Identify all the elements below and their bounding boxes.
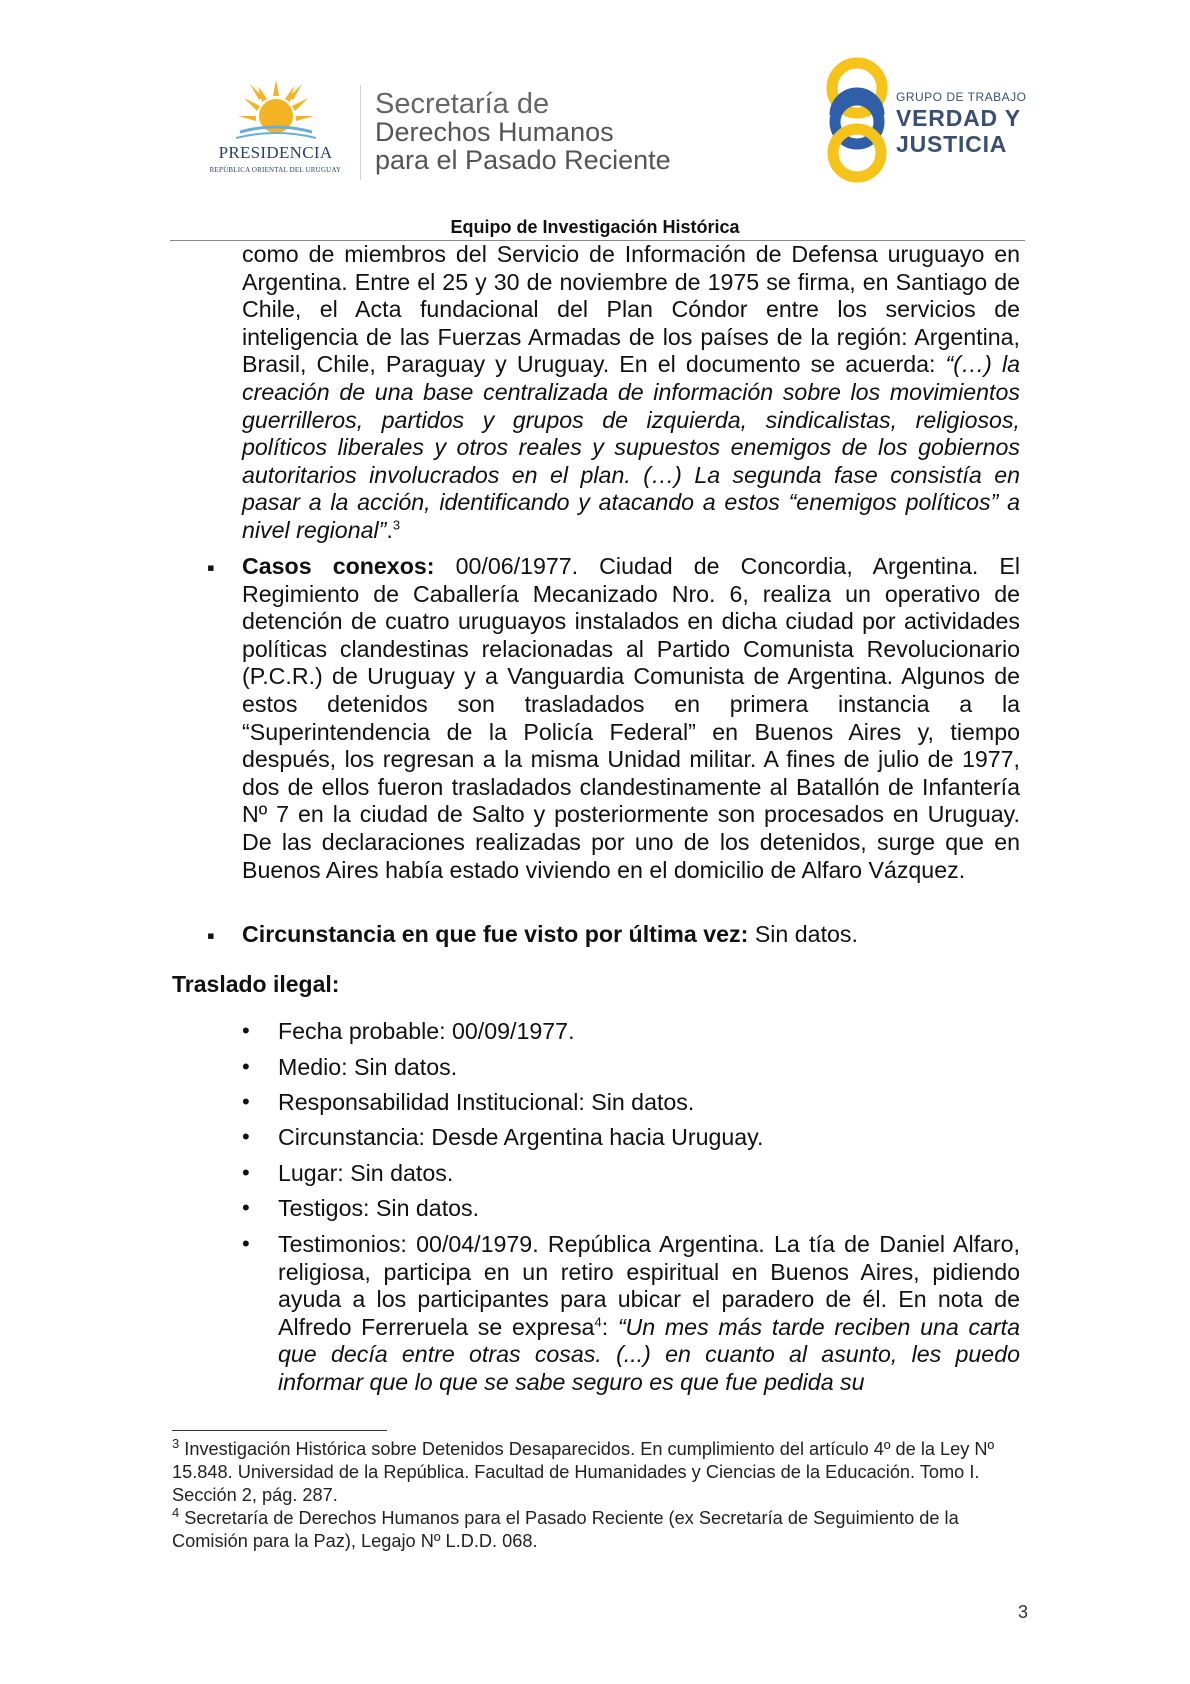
team-heading: Equipo de Investigación Histórica (450, 217, 740, 237)
presidencia-subtitle: REPÚBLICA ORIENTAL DEL URUGUAY (209, 166, 342, 174)
bullet-item-4: • (242, 1124, 250, 1149)
sun-icon (236, 78, 316, 140)
bullet-circunstancia: ▪ (207, 923, 215, 948)
page-header (0, 0, 1190, 230)
page-number: 3 (1017, 1602, 1028, 1622)
footnote-rule (172, 1430, 387, 1431)
intro-end: . (386, 516, 393, 543)
casos-paragraph (242, 553, 1020, 884)
grupo-line-2: JUSTICIA (896, 131, 1008, 157)
intro-text: como de miembros del Servicio de Información de Defensa uruguayo en Argentina. Entre el 25 y 30 de noviembre de 1975 se firma, en Santiago de Chile, el Acta fundacional del Plan Cóndor entre los servicios de inteligencia de las Fuerzas Armadas de los países de la región: Argentina, Brasil, Chile, Paraguay y Uruguay. En el documento se acuerda: (242, 241, 1020, 378)
circunstancia-paragraph (242, 921, 1020, 949)
footnote-3-number: 3 (172, 1435, 180, 1451)
secretaria-line-1: Secretaría de (375, 88, 550, 120)
traslado-heading: Traslado ilegal: (172, 971, 340, 997)
footnote-4-number: 4 (172, 1504, 180, 1520)
footnote-ref-4: 4 (594, 1314, 602, 1330)
linked-rings-icon (822, 55, 892, 183)
secretaria-title (375, 90, 671, 174)
circunstancia-label: Circunstancia en que fue visto por última vez: (242, 921, 749, 947)
grupo-line-1: VERDAD Y (896, 105, 1021, 131)
traslado-item: Medio: Sin datos. (278, 1054, 458, 1080)
secretaria-line-3: para el Pasado Reciente (375, 145, 671, 175)
traslado-item: Circunstancia: Desde Argentina hacia Uruguay. (278, 1124, 764, 1150)
bullet-item-2: • (242, 1054, 250, 1079)
footnote-4-text: Secretaría de Derechos Humanos para el Pasado Reciente (ex Secretaría de Seguimiento de la Comisión para la Paz), Legajo Nº L.D.D. 068. (172, 1508, 959, 1551)
traslado-item: Testigos: Sin datos. (278, 1195, 480, 1221)
secretaria-line-2: Derechos Humanos (375, 117, 614, 147)
testimonios-text: Testimonios: 00/04/1979. República Argentina. La tía de Daniel Alfaro, religiosa, participa en un retiro espiritual en Buenos Aires, pidiendo ayuda a los participantes para ubicar el paradero de él. En nota de Alfredo Ferreruela se expresa (278, 1231, 1020, 1340)
bullet-item-6: • (242, 1195, 250, 1220)
bullet-casos: ▪ (207, 555, 215, 580)
footnote-4 (172, 1504, 1027, 1553)
testimonios-quote: “Un mes más tarde reciben una carta que decía entre otras cosas. (...) en cuanto al asunto, les puedo informar que lo que se sabe seguro es que fue pedida su (278, 1313, 1020, 1395)
bullet-item-1: • (242, 1018, 250, 1043)
testimonios-colon: : (601, 1313, 618, 1340)
presidencia-name: PRESIDENCIA (218, 143, 333, 162)
bullet-item-3: • (242, 1089, 250, 1114)
casos-text: 00/06/1977. Ciudad de Concordia, Argentina. El Regimiento de Caballería Mecanizado Nro. 6, realiza un operativo de detención de cuatro uruguayos instalados en dicha ciudad por actividades políticas clandestinas relacionadas al Partido Comunista Revolucionario (P.C.R.) de Uruguay y a Vanguardia Comunista de Argentina. Algunos de estos detenidos son trasladados en primera instancia a la “Superintendencia de la Policía Federal” en Buenos Aires y, tiempo después, los regresan a la misma Unidad militar. A fines de julio de 1977, dos de ellos fueron trasladados clandestinamente al Batallón de Infantería Nº 7 en la ciudad de Salto y posteriormente son procesados en Uruguay. De las declaraciones realizadas por uno de los detenidos, surge que en Buenos Aires había estado viviendo en el domicilio de Alfaro Vázquez. (242, 553, 1021, 883)
grupo-label: GRUPO DE TRABAJO (896, 90, 1027, 104)
footnote-3-text: Investigación Histórica sobre Detenidos Desaparecidos. En cumplimiento del artículo 4º de la Ley Nº 15.848. Universidad de la República. Facultad de Humanidades y Ciencias de la Educación. Tomo I. Sección 2, pág. 287. (172, 1439, 995, 1505)
casos-label: Casos conexos: (242, 553, 435, 579)
footnote-ref-3: 3 (392, 517, 401, 533)
traslado-item: Fecha probable: 00/09/1977. (278, 1018, 575, 1044)
bullet-item-5: • (242, 1160, 250, 1185)
intro-paragraph (242, 241, 1020, 545)
testimonios-paragraph (278, 1231, 1020, 1397)
presidencia-logo (198, 78, 353, 178)
header-divider (360, 85, 361, 180)
verdad-justicia-logo (822, 55, 1042, 185)
circunstancia-text: Sin datos. (748, 921, 858, 947)
intro-quote: “(…) la creación de una base centralizada de información sobre los movimientos guerrilleros, partidos y grupos de izquierda, sindicalistas, religiosos, políticos liberales y otros reales y supuestos enemigos de los gobiernos autoritarios involucrados en el plan. (…) La segunda fase consistía en pasar a la acción, identificando y atacando a estos “enemigos políticos” a nivel regional” (242, 351, 1020, 543)
bullet-item-7: • (242, 1231, 250, 1256)
traslado-item: Lugar: Sin datos. (278, 1160, 454, 1186)
traslado-item: Responsabilidad Institucional: Sin datos. (278, 1089, 695, 1115)
footnote-3 (172, 1435, 1027, 1507)
